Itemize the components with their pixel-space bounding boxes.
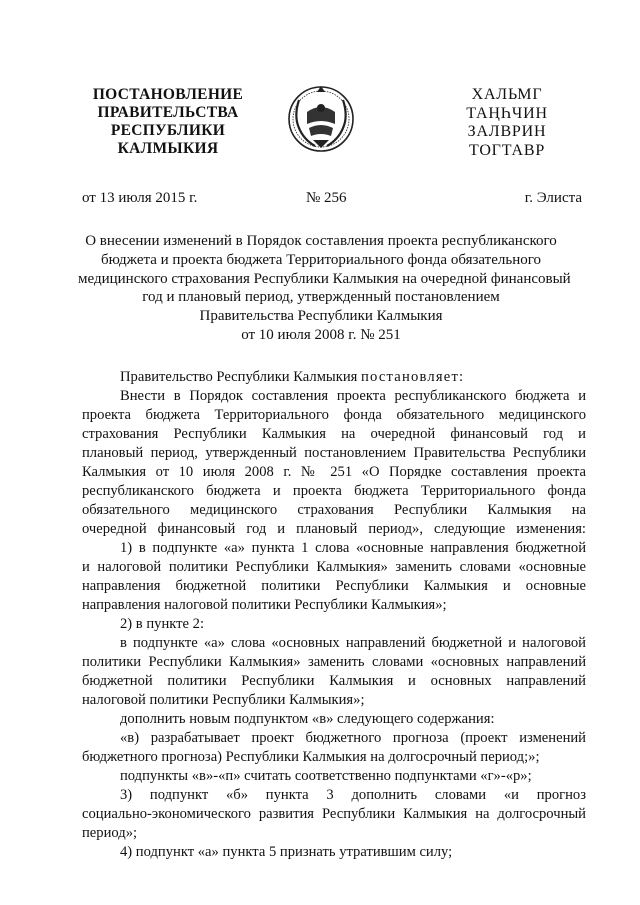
- body-line: бюджетного прогноза) Республики Калмыкия на долгосрочный период;»;: [82, 749, 540, 765]
- title-line: год и плановый период, утвержденный постановлением: [142, 289, 500, 306]
- body-line: плановый период, утвержденный постановлением Правительства Республики: [82, 445, 586, 461]
- document-title: [78, 232, 571, 345]
- title-line: медицинского страхования Республики Калмыкия на очередной финансовый: [78, 270, 571, 287]
- body-line: социально-экономического развития Республики Калмыкия на долгосрочный: [82, 806, 586, 822]
- body-line: страхования Республики Калмыкия на очередной финансовый год и: [82, 426, 586, 442]
- body-line: Внести в Порядок составления проекта республиканского бюджета и: [120, 388, 586, 404]
- body-line: политики Республики Калмыкия» заменить словами «основных направлений: [82, 654, 586, 670]
- body-line: налоговой политики Республики Калмыкия»;: [82, 692, 365, 708]
- body-line: дополнить новым подпунктом «в» следующего содержания:: [120, 711, 495, 727]
- document-city: г. Элиста: [524, 190, 582, 206]
- header-issuer-kalmyk: [432, 86, 582, 160]
- intro-prefix: Правительство Республики Калмыкия: [120, 369, 358, 385]
- body-line: 1) в подпункте «а» пункта 1 слова «основные направления бюджетной: [120, 540, 586, 556]
- body-line: направления бюджетной политики Республики Калмыкия и основные: [82, 578, 586, 594]
- body-line: обязательного медицинского страхования Республики Калмыкия на: [82, 502, 586, 518]
- document-number: № 256: [306, 190, 347, 206]
- body-line: подпункты «в»-«п» считать соответственно подпунктами «г»-«р»;: [120, 768, 532, 784]
- body-line: проекта бюджета Территориального фонда обязательного медицинского: [82, 407, 586, 423]
- coat-of-arms-emblem: [287, 82, 355, 156]
- header-right-line: ТАҢҺЧИН: [466, 104, 548, 122]
- header-left-line: ПОСТАНОВЛЕНИЕ: [92, 86, 244, 103]
- body-line: в подпункте «а» слова «основных направлений бюджетной и налоговой: [120, 635, 586, 651]
- header-right-line: ТОГТАВР: [468, 141, 546, 159]
- header-issuer-russian: [68, 86, 268, 158]
- body-line: и налоговой политики Республики Калмыкия» заменить словами «основные: [82, 559, 586, 575]
- body-line: 2) в пункте 2:: [120, 616, 205, 632]
- body-line: республиканского бюджета и проекта бюджета Территориального фонда: [82, 483, 586, 499]
- title-line: О внесении изменений в Порядок составления проекта республиканского: [85, 233, 557, 249]
- body-line: очередной финансовый год и плановый период», следующие изменения:: [82, 521, 586, 537]
- body-line: 4) подпункт «а» пункта 5 признать утратившим силу;: [120, 844, 453, 860]
- intro-verb: постановляет:: [361, 369, 465, 385]
- body-line: направления налоговой политики Республики Калмыкия»;: [82, 597, 447, 613]
- intro-line: [82, 368, 586, 387]
- body-line: период»;: [82, 825, 138, 841]
- document-date: от 13 июля 2015 г.: [82, 190, 198, 206]
- body-line: «в) разрабатывает проект бюджетного прогноза (проект изменений: [120, 730, 586, 746]
- header-left-line: ПРАВИТЕЛЬСТВА: [97, 104, 239, 121]
- header-right-line: ЗАЛВРИН: [467, 123, 547, 140]
- title-line: от 10 июля 2008 г. № 251: [241, 326, 401, 343]
- title-line: Правительства Республики Калмыкия: [199, 308, 443, 325]
- body-line: бюджетной политики Республики Калмыкия и основных направлений: [82, 673, 586, 689]
- header-right-line: ХАЛЬМГ: [471, 86, 543, 103]
- header-left-line: РЕСПУБЛИКИ: [110, 122, 226, 139]
- header-left-line: КАЛМЫКИЯ: [117, 140, 219, 157]
- title-line: бюджета и проекта бюджета Территориального фонда обязательного: [100, 251, 542, 268]
- body-line: Калмыкия от 10 июля 2008 г. № 251 «О Порядке составления проекта: [82, 464, 586, 480]
- document-body: [82, 368, 586, 862]
- body-line: 3) подпункт «б» пункта 3 дополнить словами «и прогноз: [120, 787, 586, 803]
